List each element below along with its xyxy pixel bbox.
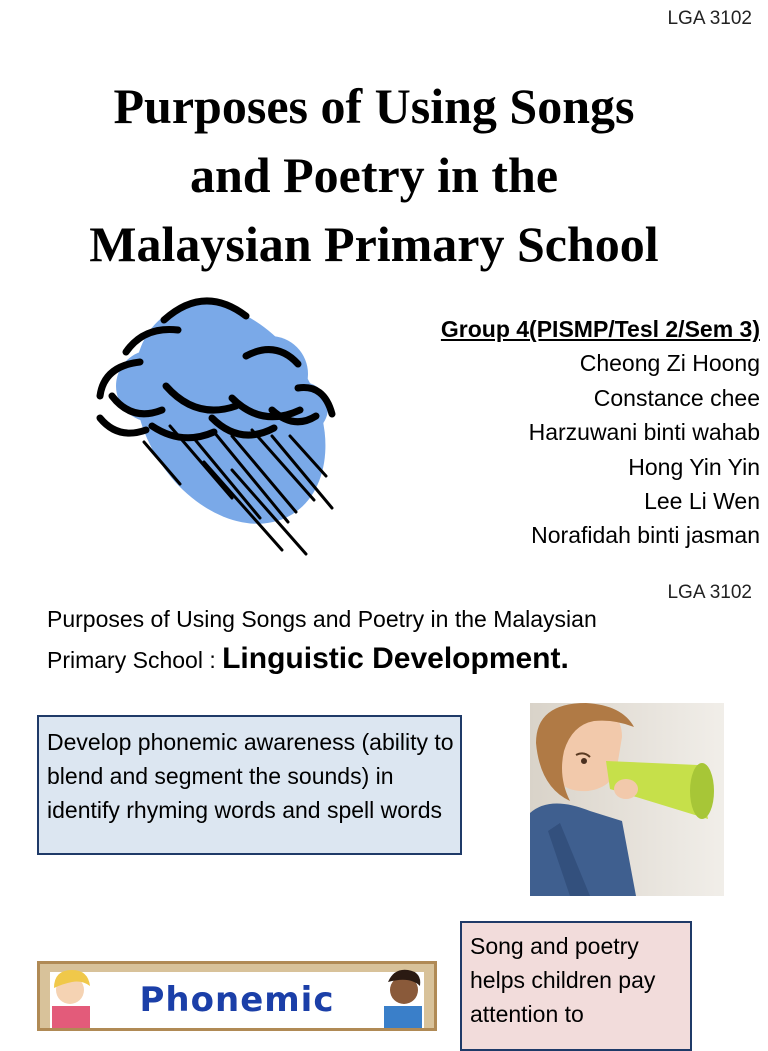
course-code-slide-2: LGA 3102 <box>667 582 752 603</box>
rain-cloud-icon <box>92 286 348 556</box>
member-name: Hong Yin Yin <box>628 453 760 480</box>
heading-topic: Linguistic Development. <box>222 642 569 675</box>
slide-title-line-1: Purposes of Using Songs <box>113 78 635 134</box>
member-name: Lee Li Wen <box>644 488 760 515</box>
heading-line-2-text: Primary School <box>47 647 203 673</box>
slide-2-heading <box>47 604 747 675</box>
heading-line-2 <box>47 644 747 675</box>
group-label: Group 4(PISMP/Tesl 2/Sem 3) <box>440 316 760 342</box>
member-name: Harzuwani binti wahab <box>528 419 760 446</box>
phonemic-awareness-box: Develop phonemic awareness (ability to blend and segment the sounds) in identify rhyming words and spell words <box>37 715 462 855</box>
slide-title <box>0 72 748 279</box>
child-megaphone-photo <box>530 703 724 896</box>
slide-title-line-3: Malaysian Primary School <box>89 216 659 272</box>
group-members <box>441 312 760 553</box>
poster-word: Phonemic <box>139 980 335 1020</box>
song-poetry-box: Song and poetry helps children pay attention to <box>460 921 692 1051</box>
member-name: Cheong Zi Hoong <box>579 350 760 377</box>
heading-separator: : <box>202 647 223 673</box>
member-name: Constance chee <box>593 384 760 411</box>
phonemic-poster-image <box>37 961 437 1031</box>
slide-title-line-2: and Poetry in the <box>189 147 559 203</box>
course-code-top: LGA 3102 <box>667 8 752 29</box>
member-name: Norafidah binti jasman <box>531 522 760 549</box>
heading-line-1: Purposes of Using Songs and Poetry in the Malaysian <box>47 606 597 632</box>
